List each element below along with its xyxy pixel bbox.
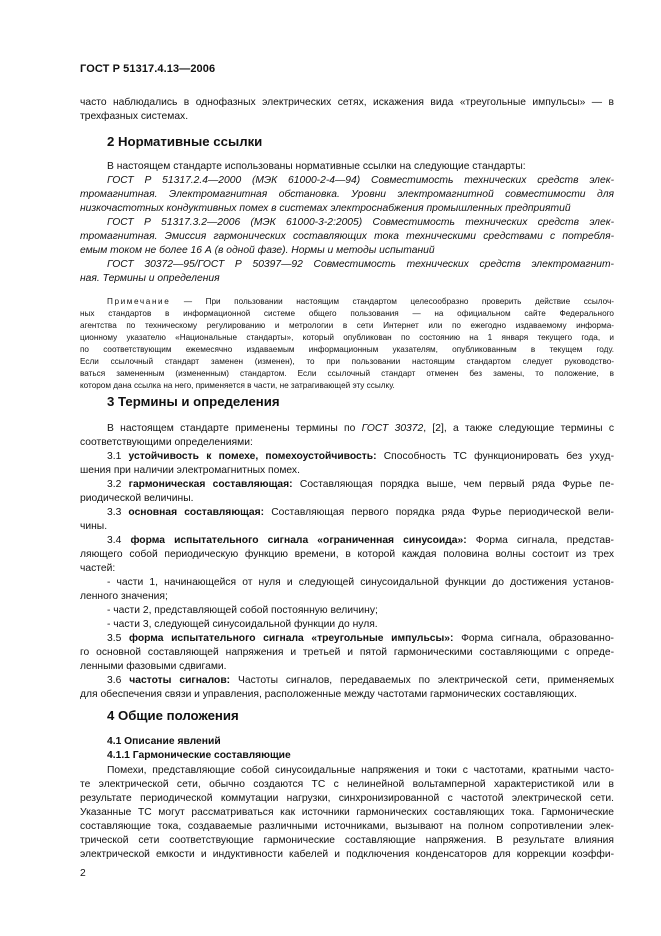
term-3-2: 3.2 гармоническая составляющая: Составляющая порядка выше, чем первый ряда Фурье пе-: [107, 479, 614, 490]
text-line: результате периодической коммутации нагрузки, синхронизированной с частотой электрической сети.: [80, 793, 614, 804]
note-line: Примечание — При пользовании настоящим стандартом целесообразно проверить действие ссылоч-: [107, 297, 614, 306]
text-line: го основной составляющей напряжения и третьей и пятой гармоническими составляющими с опреде-: [80, 647, 614, 658]
note-label: Примечание: [107, 297, 171, 306]
list-item: - части 3, следующей синусоидальной функции до нуля.: [107, 619, 378, 630]
text-line: соответствующими определениями:: [80, 437, 253, 448]
note-line: агентства по техническому регулированию и метрологии в сети Интернет или по ежегодно издаваемому информа-: [80, 321, 614, 330]
text-line: шения при наличии электромагнитных помех.: [80, 465, 300, 476]
term-3-6: 3.6 частоты сигналов: Частоты сигналов, передаваемых по электрической сети, применяемых: [107, 675, 614, 686]
text-line: те электрической сети, обычно создаются ТС с нелинейной вольтамперной характеристикой или в: [80, 779, 614, 790]
note-line: ционному указателю «Национальные стандарты», который опубликован по состоянию на 1 января текущего года, и: [80, 333, 614, 342]
term-3-5: 3.5 форма испытательного сигнала «треугольные импульсы»: Форма сигнала, образованно-: [107, 633, 614, 644]
text-line: ленного значения;: [80, 591, 168, 602]
reference-line: тромагнитная. Электромагнитная обстановка. Уровни электромагнитной совместимости для: [80, 189, 614, 200]
reference-line: тромагнитная. Эмиссия гармонических составляющих тока техническими средствами с потребля-: [80, 231, 614, 242]
document-header: ГОСТ Р 51317.4.13—2006: [80, 63, 216, 75]
text-line: Помехи, представляющие собой синусоидальные напряжения и токи с частотами, кратными часто-: [107, 765, 614, 776]
text-line: для обеспечения связи и управления, расположенные между частотами гармонических составляющих.: [80, 689, 577, 700]
reference-line: емым током не более 16 А (в одной фазе). Нормы и методы испытаний: [80, 245, 435, 256]
text-line: трехфазных системах.: [80, 111, 189, 122]
text-line: риодической величины.: [80, 493, 194, 504]
text-line: частей:: [80, 563, 116, 574]
note-line: Если ссылочный стандарт заменен (изменен), то при пользовании настоящим стандартом следует руководство-: [80, 357, 614, 366]
text-line: Указанные ТС могут рассматриваться как источники гармонических составляющих тока. Гармонические: [80, 807, 614, 818]
text-line: чины.: [80, 521, 108, 532]
reference-line: ГОСТ Р 51317.3.2—2006 (МЭК 61000-3-2:2005) Совместимость технических средств элек-: [107, 217, 614, 228]
text-line: часто наблюдались в однофазных электрических сетях, искажения вида «треугольные импульсы» — в: [80, 97, 614, 108]
text-line: В настоящем стандарте применены термины по ГОСТ 30372, [2], а также следующие термины с: [107, 423, 614, 434]
text-line: электрической емкости и индуктивности кабелей и подключения конденсаторов для коррекции коэффи-: [80, 849, 614, 860]
text-line: ленными фазовыми сдвигами.: [80, 661, 227, 672]
section-2-heading: 2 Нормативные ссылки: [107, 134, 263, 149]
reference-line: ГОСТ Р 51317.2.4—2000 (МЭК 61000-2-4—94) Совместимость технических средств элек-: [107, 175, 614, 186]
term-3-1: 3.1 устойчивость к помехе, помехоустойчивость: Способность ТС функционировать без ухуд-: [107, 451, 614, 462]
text-line: В настоящем стандарте использованы нормативные ссылки на следующие стандарты:: [107, 161, 526, 172]
reference-line: ная. Термины и определения: [80, 273, 220, 284]
note-line: котором дана ссылка на него, применяется в части, не затрагивающей эту ссылку.: [80, 381, 395, 390]
text-line: составляющие тока, создаваемые различными источниками, вызывают на полном сопротивлении элек-: [80, 821, 614, 832]
subsection-4-1-heading: 4.1 Описание явлений: [107, 736, 221, 747]
note-line: по соответствующим ежемесячно издаваемым информационным указателям, опубликованным в текущем году.: [80, 345, 614, 354]
section-4-heading: 4 Общие положения: [107, 708, 239, 723]
note-line: ных стандартов в информационной системе общего пользования — на официальном сайте Федерального: [80, 309, 614, 318]
list-item: - части 1, начинающейся от нуля и следующей синусоидальной функции до достижения установ-: [107, 577, 614, 588]
term-3-4: 3.4 форма испытательного сигнала «ограниченная синусоида»: Форма сигнала, представ-: [107, 535, 614, 546]
reference-line: ГОСТ 30372—95/ГОСТ Р 50397—92 Совместимость технических средств электромагнит-: [107, 259, 614, 270]
note-line: ваться замененным (измененным) стандартом. Если ссылочный стандарт отменен без замены, то положение, в: [80, 369, 614, 378]
subsection-4-1-1-heading: 4.1.1 Гармонические составляющие: [107, 750, 291, 761]
term-3-3: 3.3 основная составляющая: Составляющая первого порядка ряда Фурье периодической вели-: [107, 507, 614, 518]
list-item: - части 2, представляющей собой постоянную величину;: [107, 605, 378, 616]
reference-line: низкочастотных кондуктивных помех в системах электроснабжения промышленных предприятий: [80, 203, 571, 214]
text-line: ляющего собой периодическую функцию времени, в которой каждая половина волны состоит из трех: [80, 549, 614, 560]
text-line: трической сети соответствующие гармонические составляющие напряжения. В результате влияния: [80, 835, 614, 846]
section-3-heading: 3 Термины и определения: [107, 394, 280, 409]
page-number: 2: [80, 868, 86, 879]
